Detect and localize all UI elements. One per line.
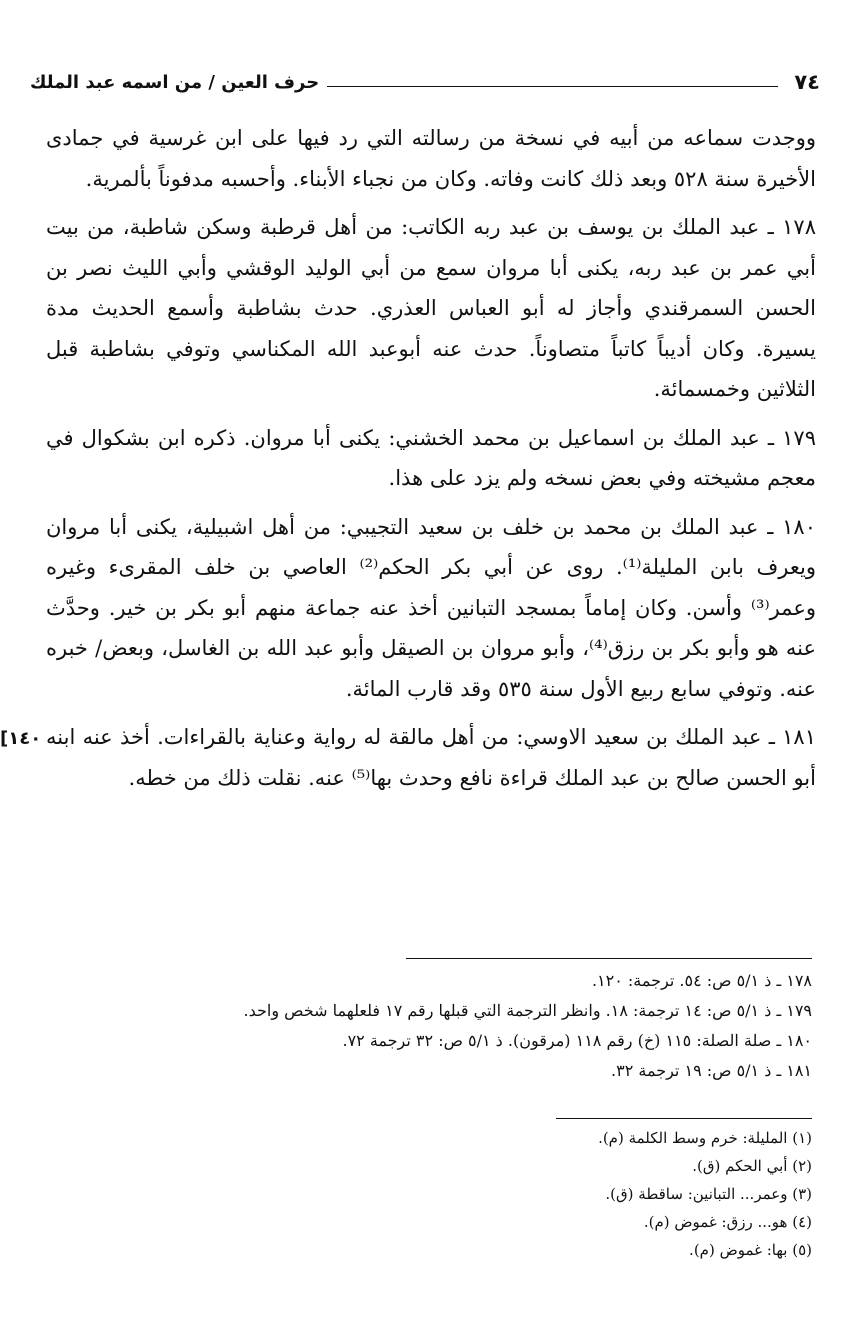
entry-179: ١٧٩ ـ عبد الملك بن اسماعيل بن محمد الخشني: يكنى أبا مروان. ذكره ابن بشكوال في معجم مشيخته وفي بعض نسخه ولم يزد على هذا. (46, 425, 816, 490)
footnote-2: (٢) أبي الحكم (ق). (692, 1157, 812, 1175)
source-178: ١٧٨ ـ ذ ٥/١ ص: ٥٤. ترجمة: ١٢٠. (591, 971, 812, 990)
paragraph-continuation: ووجدت سماعه من أبيه في نسخة من رسالته التي رد فيها على ابن غرسية في جمادى الأخيرة سنة ٥٢٨ وبعد ذلك كانت وفاته. وكان من نجباء الأبناء. وأحسبه مدفوناً بألمرية. (46, 126, 816, 191)
footnote-5: (٥) بها: غموض (م). (689, 1241, 812, 1259)
source-181: ١٨١ ـ ذ ٥/١ ص: ١٩ ترجمة ٣٢. (611, 1061, 812, 1080)
running-head: حرف العين / من اسمه عبد الملك (30, 71, 320, 93)
footnote-separator (406, 958, 812, 959)
main-text (46, 118, 816, 806)
page-header (30, 62, 820, 102)
header-rule (327, 86, 778, 87)
source-180: ١٨٠ ـ صلة الصلة: ١١٥ (خ) رقم ١١٨ (مرقون). ذ ٥/١ ص: ٣٢ ترجمة ٧٢. (342, 1031, 812, 1050)
footnote-3: (٣) وعمر... التبانين: ساقطة (ق). (605, 1185, 812, 1203)
entry-180: ١٨٠ ـ عبد الملك بن محمد بن خلف بن سعيد التجيبي: من أهل اشبيلية، يكنى أبا مروان ويعرف بابن المليلة⁽¹⁾. روى عن أبي بكر الحكم⁽²⁾ العاصي بن خلف المقرىء وغيره وعمر⁽³⁾ وأسن. وكان إماماً بمسجد التبانين أخذ عنه جماعة منهم أبو بكر بن خير. وحدَّث عنه هو وأبو بكر بن رزق⁽⁴⁾، وأبو مروان بن الصيقل وأبو عبد الله بن الغاسل، وبعض/ خبره عنه. وتوفي سابع ربيع الأول سنة ٥٣٥ وقد قارب المائة. (46, 514, 817, 701)
source-references (60, 966, 812, 1086)
margin-folio-note: [١٤٠ (0, 728, 42, 749)
footnote-1: (١) المليلة: خرم وسط الكلمة (م). (598, 1129, 812, 1147)
footnotes (300, 1124, 812, 1264)
page-number: ٧٤ (794, 70, 820, 94)
footnote-4: (٤) هو... رزق: غموض (م). (643, 1213, 812, 1231)
entry-181: ١٨١ ـ عبد الملك بن سعيد الاوسي: من أهل مالقة له رواية وعناية بالقراءات. أخذ عنه ابنه أبو الحسن صالح بن عبد الملك قراءة نافع وحدث بها⁽⁵⁾ عنه. نقلت ذلك من خطه. (46, 725, 816, 790)
notes-separator (556, 1118, 812, 1119)
entry-178: ١٧٨ ـ عبد الملك بن يوسف بن عبد ربه الكاتب: من أهل قرطبة وسكن شاطبة، من بيت أبي عمر بن عبد ربه، يكنى أبا مروان سمع من أبي الوليد الوقشي وأبي الليث نصر بن الحسن السمرقندي وأجاز له أبو العباس العذري. حدث بشاطبة وأسمع الحديث مدة يسيرة. وكان أديباً كاتباً متصاوناً. حدث عنه أبوعبد الله المكناسي وتوفي بشاطبة قبل الثلاثين وخمسمائة. (46, 215, 816, 401)
source-179: ١٧٩ ـ ذ ٥/١ ص: ١٤ ترجمة: ١٨. وانظر الترجمة التي قبلها رقم ١٧ فلعلهما شخص واحد. (243, 1001, 812, 1020)
